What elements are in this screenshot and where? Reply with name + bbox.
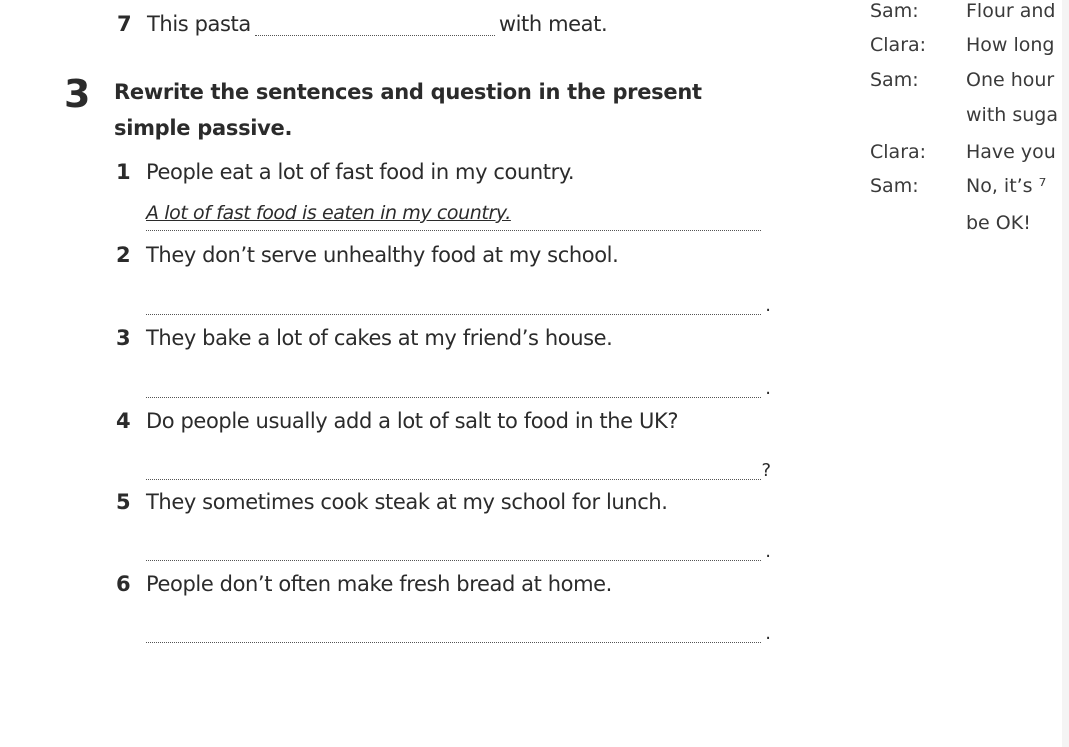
dialogue-line-3 bbox=[870, 69, 1054, 91]
item-number: 4 bbox=[116, 409, 131, 433]
item-number: 5 bbox=[116, 490, 131, 514]
answer-line-4[interactable] bbox=[146, 449, 771, 481]
end-punctuation: . bbox=[765, 541, 771, 562]
answer-line-3[interactable] bbox=[146, 367, 771, 399]
previous-item-7 bbox=[117, 12, 607, 36]
page-edge bbox=[1062, 0, 1069, 747]
item-prompt: They bake a lot of cakes at my friend’s house. bbox=[146, 326, 613, 350]
dialogue-text: be OK! bbox=[966, 212, 1031, 234]
exercise-number: 3 bbox=[64, 72, 91, 116]
dialogue-text: No, it’s ⁷ bbox=[966, 175, 1047, 197]
speaker-label: Sam: bbox=[870, 175, 919, 197]
answer-line-6[interactable] bbox=[146, 612, 771, 644]
item-number: 2 bbox=[116, 243, 131, 267]
speaker-label: Clara: bbox=[870, 34, 927, 56]
end-punctuation: . bbox=[765, 378, 771, 399]
dialogue-line-1 bbox=[870, 0, 1055, 22]
item-number: 1 bbox=[116, 160, 131, 184]
exercise-instruction: Rewrite the sentences and question in the present simple passive. bbox=[114, 80, 702, 140]
dialogue-text: One hour bbox=[966, 69, 1055, 91]
end-punctuation: . bbox=[765, 295, 771, 316]
fill-blank[interactable] bbox=[255, 13, 495, 36]
dialogue-line-5 bbox=[870, 141, 1056, 163]
dialogue-line-4 bbox=[870, 104, 1058, 126]
dialogue-text: Have you bbox=[966, 141, 1056, 163]
answer-line-5[interactable] bbox=[146, 530, 771, 562]
item-prompt: They don’t serve unhealthy food at my school. bbox=[146, 243, 619, 267]
exercise-item-4 bbox=[116, 409, 678, 433]
dialogue-text: Flour and bbox=[966, 0, 1056, 22]
dialogue-text: How long bbox=[966, 34, 1055, 56]
item-prompt: People eat a lot of fast food in my country. bbox=[146, 160, 575, 184]
answer-line-1[interactable] bbox=[146, 200, 761, 231]
item-text-before: This pasta bbox=[147, 12, 251, 36]
exercise-item-6 bbox=[116, 572, 612, 596]
item-prompt: People don’t often make fresh bread at home. bbox=[146, 572, 612, 596]
speaker-label: Clara: bbox=[870, 141, 927, 163]
item-number: 6 bbox=[116, 572, 131, 596]
item-text-after: with meat. bbox=[498, 12, 608, 36]
dialogue-line-7 bbox=[870, 212, 1031, 234]
item-number: 3 bbox=[116, 326, 131, 350]
answer-line-2[interactable] bbox=[146, 284, 771, 316]
dialogue-line-6 bbox=[870, 175, 1046, 197]
exercise-item-3 bbox=[116, 326, 612, 350]
item-number: 7 bbox=[117, 12, 132, 36]
exercise-item-5 bbox=[116, 490, 668, 514]
speaker-label: Sam: bbox=[870, 69, 919, 91]
speaker-label: Sam: bbox=[870, 0, 919, 22]
item-prompt: They sometimes cook steak at my school for lunch. bbox=[146, 490, 668, 514]
item-prompt: Do people usually add a lot of salt to food in the UK? bbox=[146, 409, 679, 433]
sample-answer: A lot of fast food is eaten in my country. bbox=[146, 202, 511, 224]
exercise-item-2 bbox=[116, 243, 618, 267]
dialogue-line-2 bbox=[870, 34, 1055, 56]
end-punctuation: ? bbox=[761, 460, 771, 481]
exercise-item-1 bbox=[116, 160, 574, 184]
dialogue-text: with suga bbox=[966, 104, 1058, 126]
end-punctuation: . bbox=[765, 623, 771, 644]
